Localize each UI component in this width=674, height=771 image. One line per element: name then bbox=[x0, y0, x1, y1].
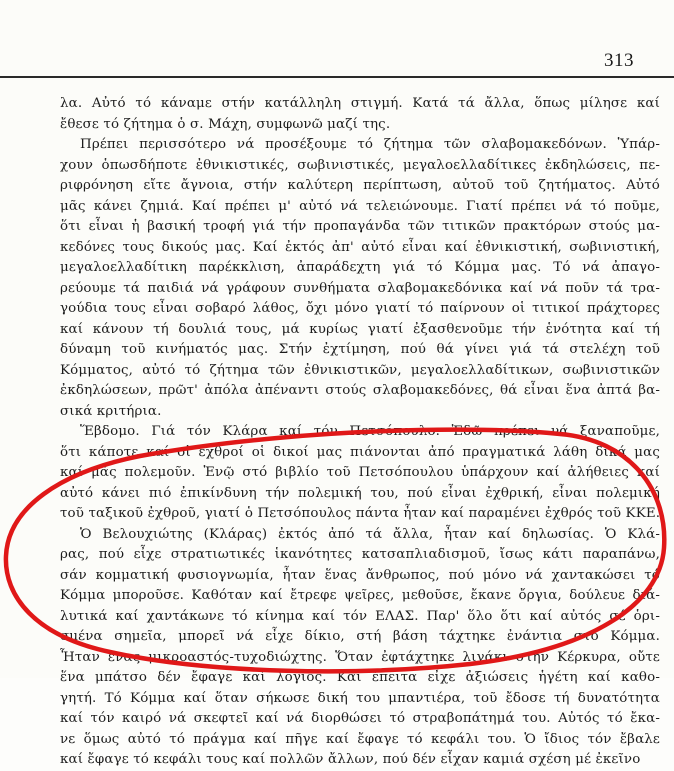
text-line: ἕνα μπάτσο δέν ἔφαγε καί λόγιος. Καί ἔπειτα εἶχε ἀξιώσεις ἡγέτη καί καθο- bbox=[60, 670, 660, 685]
page-number: 313 bbox=[604, 50, 634, 71]
text-line: χουν ὁπωσδήποτε ἐθνικιστικές, σωβινιστικές, μεγαλοελλαδίτικες ἐκδηλώσεις, πε- bbox=[60, 157, 660, 173]
text-line: νε ὅμως αὐτό τό πράγμα καί πῆγε καί ἔφαγε τό κεφάλι του. Ὁ ἴδιος τόν ἔβαλε bbox=[60, 731, 660, 747]
text-line: ρας, πού εἶχε στρατιωτικές ἱκανότητες κατσαπλιαδισμοῦ, ἴσως κάτι παραπάνω, bbox=[60, 547, 660, 562]
text-line: σάν κομματική φυσιογνωμία, ἦταν ἕνας ἄνθρωπος, πού μόνο νά χαντακώσει τό bbox=[60, 567, 660, 583]
text-line: ἔθεσε τό ζήτημα ὁ σ. Μάχη, συμφωνῶ μαζί της. bbox=[60, 116, 391, 132]
text-line: καί μᾶς πολεμοῦν. Ἐνῷ στό βιβλίο τοῦ Πετσόπουλου ὑπάρχουν καί ἀλήθειες καί bbox=[60, 465, 660, 480]
text-line: Ὁ Βελουχιώτης (Κλάρας) ἐκτός ἀπό τά ἄλλα, ἦταν καί δηλωσίας. Ὁ Κλά- bbox=[80, 526, 660, 542]
text-line: αὐτό κάνει πιό ἐπικίνδυνη τήν πολεμική του, πού εἶναι ἐχθρική, εἶναι πολεμική bbox=[60, 485, 660, 501]
text-line: ἐκδηλώσεων, πρῶτ' ἀπόλα ἀπέναντι στούς σλαβομακεδόνες, θά εἶναι ἕνα ἀπτά βα- bbox=[60, 383, 660, 398]
text-line: Πρέπει περισσότερο νά προσέξουμε τό ζήτημα τῶν σλαβομακεδόνων. Ὑπάρ- bbox=[80, 137, 660, 152]
text-line: Ἕβδομο. Γιά τόν Κλάρα καί τόν Πετσόπουλο. Ἐδῶ πρέπει νά ξαναποῦμε, bbox=[80, 424, 660, 439]
text-line: ριφρόνηση εἴτε ἄγνοια, στήν καλύτερη περίπτωση, αὐτοῦ τοῦ ζητήματος. Αὐτό bbox=[60, 178, 660, 193]
text-line: λα. Αὐτό τό κάναμε στήν κατάλληλη στιγμή. Κατά τά ἄλλα, ὅπως μίλησε καί bbox=[60, 96, 660, 111]
text-line: τοῦ ταξικοῦ ἐχθροῦ, γιατί ὁ Πετσόπουλος πάντα ἦταν καί παραμένει ἐχθρός τοῦ ΚΚΕ. bbox=[60, 506, 661, 521]
text-line: λυτικά καί χαντάκωνε τό κίνημα καί τόν ΕΛΑΣ. Παρ' ὅλο ὅτι καί αὐτός σέ ὁρι- bbox=[60, 608, 660, 624]
header-rule bbox=[0, 76, 674, 78]
text-line: σμένα σημεῖα, μπορεῖ νά εἶχε δίκιο, στή βάση τάχτηκε ἐνάντια στό Κόμμα. bbox=[60, 629, 660, 644]
text-line: καί ἔφαγε τό κεφάλι τους καί πολλῶν ἄλλων, πού δέν εἶχαν καμιά σχέση μέ ἐκεῖνο bbox=[60, 752, 641, 767]
text-line: καί τόν καιρό νά σκεφτεῖ καί νά διορθώσει τό στραβοπάτημά του. Αὐτός τό ἔκα- bbox=[60, 711, 660, 726]
text-line: σικά κριτήρια. bbox=[60, 403, 162, 419]
text-line: δύναμη τοῦ κινήματός μας. Στήν ἐχτίμηση, πού θά γίνει γιά τά στελέχη τοῦ bbox=[60, 342, 660, 357]
text-line: Ἦταν ἕνας μικροαστός-τυχοδιώχτης. Ὅταν ἐφτάχτηκε λιγάκι στήν Κέρκυρα, οὔτε bbox=[60, 649, 660, 665]
text-line: Κόμμα μποροῦσε. Καθόταν καί ἔτρεφε ψεῖρες, μεθοῦσε, ἔκανε ὄργια, δούλευε διά- bbox=[60, 588, 660, 603]
text-line: Κόμματος, αὐτό τό ζήτημα τῶν ἐθνικιστικῶν, μεγαλοελλαδίτικων, σωβινιστικῶν bbox=[60, 362, 660, 378]
text-line: μεγαλοελλαδίτικη παρέκκλιση, ἀπαράδεχτη γιά τό Κόμμα μας. Τό νά ἀπαγο- bbox=[60, 260, 660, 275]
text-line: γητή. Τό Κόμμα καί ὅταν σήκωσε δική του μπαντιέρα, τοῦ ἔδοσε τή δυνατότητα bbox=[60, 690, 660, 706]
body-text bbox=[60, 94, 660, 771]
text-line: ὅτι κάποτε καί οἱ ἐχθροί οἱ δικοί μας πιάνονται ἀπό πραγματικά λάθη δικά μας bbox=[60, 444, 660, 460]
text-line: ρεύουμε τά παιδιά νά γράφουν συνθήματα σλαβομακεδόνικα καί νά ποῦν τά τρα- bbox=[60, 280, 660, 296]
text-line: μᾶς κάνει ζημιά. Καί πρέπει μ' αὐτό νά τελειώνουμε. Γιατί πρέπει νά τό ποῦμε, bbox=[60, 198, 660, 214]
text-line: κεδόνες τους δικούς μας. Καί ἐκτός ἀπ' αὐτό εἶναι καί ἐθνικιστική, σωβινιστική, bbox=[60, 239, 660, 255]
text-line: ὅτι εἶναι ἡ βασική τροφή γιά τήν προπαγάνδα τῶν τιτικῶν πρακτόρων στούς μα- bbox=[60, 219, 660, 234]
text-line: γούδια τους εἶναι σοβαρό λάθος, ὄχι μόνο γιατί τό παίρνουν οἱ τιτικοί πράχτορες bbox=[60, 301, 660, 316]
text-line: καί κάνουν τή δουλιά τους, μά κυρίως γιατί ἐξασθενοῦμε τήν ἑνότητα καί τή bbox=[60, 321, 660, 337]
